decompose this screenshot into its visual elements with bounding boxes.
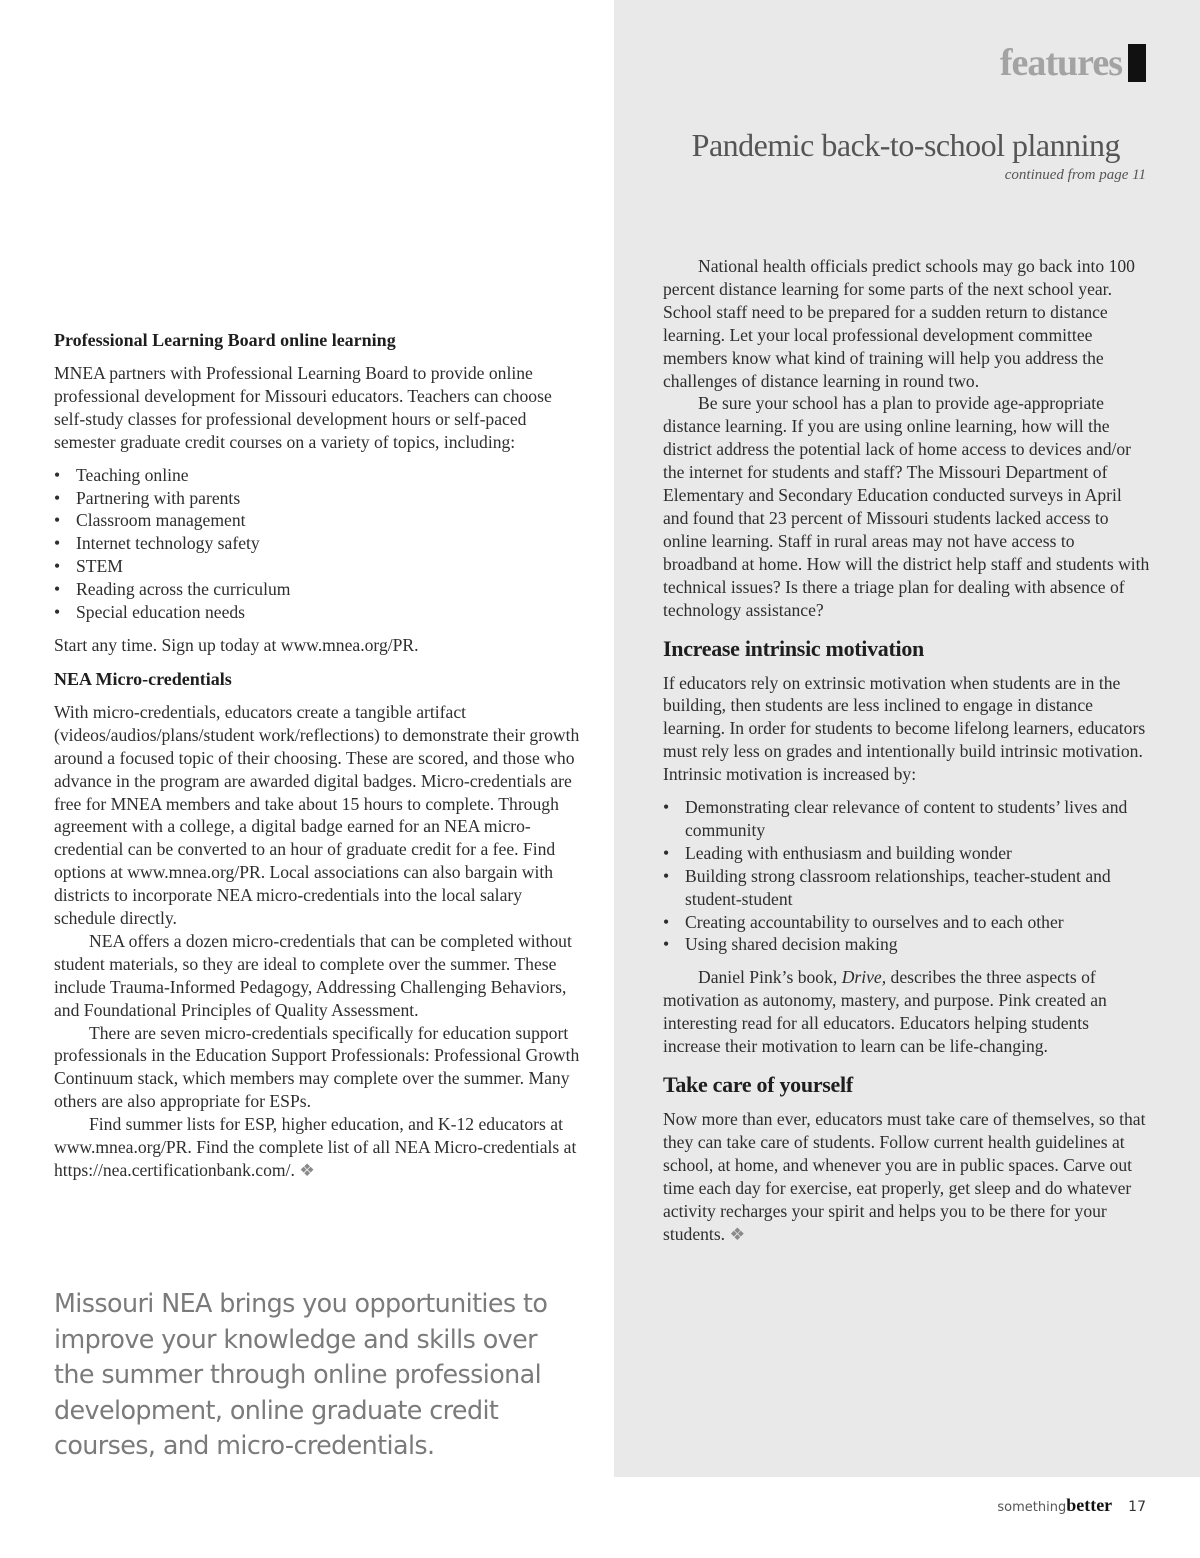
pink-paragraph: Daniel Pink’s book, Drive, describes the three aspects of motivation as autonomy, mastery, and purpose. Pink created an interesting read for all educators. Educators helping students increase their motivation to learn can be life-changing. (663, 967, 1107, 1057)
footer-brand-bold: better (1066, 1495, 1113, 1515)
self-care-paragraph: Now more than ever, educators must take care of themselves, so that they can take care of students. Follow current health guidelines at school, at home, and whenever you are in public spaces. Carve out time each day for exercise, eat properly, get sleep and do whatever activity recharges your spirit and helps you to be there for your students. ❖ (663, 1109, 1146, 1244)
distance-paragraph-1: National health officials predict schools may go back into 100 percent distance learning for some parts of the next school year. School staff need to be prepared for a sudden return to distance learning. Let your local professional development committee members know what kind of training will help you address the challenges of distance learning in round two. (663, 256, 1135, 391)
bullet-icon: • (663, 911, 670, 932)
footer-brand-light: something (997, 1500, 1067, 1515)
motivation-intro: If educators rely on extrinsic motivation when students are in the building, then students are less inclined to engage in distance learning. In order for students to become lifelong learners, educators must rely less on grades and intentionally build intrinsic motivation. Intrinsic motivation is increased by: (663, 672, 1146, 785)
right-column (663, 255, 1151, 1245)
page-number: 17 (1128, 1499, 1146, 1515)
list-item: • STEM (54, 556, 123, 577)
list-item: • Classroom management (54, 510, 246, 531)
list-item: • Teaching online (54, 464, 189, 485)
left-column (54, 329, 580, 1182)
bullet-icon: • (663, 797, 670, 818)
nea-paragraph-3: There are seven micro-credentials specifically for education support professionals in the Education Support Professionals: Professional Growth Continuum stack, which members may complete over the summer. Many others are also appropriate for ESPs. (54, 1022, 580, 1112)
book-title: Drive, (841, 967, 887, 988)
plb-topic-list (54, 464, 580, 624)
bullet-icon: • (663, 842, 670, 863)
self-care-heading: Take care of yourself (663, 1072, 853, 1097)
end-mark-icon: ❖ (729, 1223, 746, 1244)
list-item: • Creating accountability to ourselves and to each other (663, 911, 1064, 932)
bullet-icon: • (54, 533, 61, 554)
list-item: • Using shared decision making (663, 934, 898, 955)
list-item: • Special education needs (54, 602, 246, 623)
bullet-icon: • (663, 934, 670, 955)
list-item: • Leading with enthusiasm and building wonder (663, 842, 1012, 863)
distance-paragraph-2: Be sure your school has a plan to provide age-appropriate distance learning. If you are using online learning, how will the district address the potential lack of home access to devices and/or the internet for students and staff? The Missouri Department of Elementary and Secondary Education conducted surveys in April and found that 23 percent of Missouri students lacked access to online learning. Staff in rural areas may not have access to broadband at home. How will the district help staff and students with technical issues? Is there a triage plan for dealing with absence of technology assistance? (663, 393, 1150, 620)
motivation-heading: Increase intrinsic motivation (663, 635, 924, 661)
plb-heading: Professional Learning Board online learning (54, 330, 396, 350)
list-item: • Reading across the curriculum (54, 579, 291, 600)
nea-paragraph-4: Find summer lists for ESP, higher education, and K-12 educators at www.mnea.org/PR. Find the complete list of all NEA Micro-credentials at https://nea.certificationbank.com/. ❖ (54, 1114, 577, 1180)
section-marker-bar (1128, 44, 1146, 82)
section-label: features (999, 42, 1122, 84)
nea-paragraph-2: NEA offers a dozen micro-credentials that can be completed without student materials, so they are ideal to complete over the summer. These include Trauma-Informed Pedagogy, Addressing Challenging Behaviors, and Foundational Principles of Quality Assessment. (54, 930, 572, 1020)
page-footer (997, 1495, 1146, 1516)
end-mark-icon: ❖ (299, 1160, 316, 1180)
nea-paragraph-1: With micro-credentials, educators create a tangible artifact (videos/audios/plans/student work/reflections) to demonstrate their growth around a focused topic of their choosing. These are scored, and those who advance in the program are awarded digital badges. Micro-credentials are free for MNEA members and take about 15 hours to complete. Through agreement with a college, a digital badge earned for an NEA micro-credential can be converted to an hour of graduate credit for a fee. Find options at www.mnea.org/PR. Local associations can also bargain with districts to incorporate NEA micro-credentials into the local salary schedule directly. (54, 701, 580, 929)
list-item: • Building strong classroom relationships, teacher-student and student-student (663, 865, 1111, 909)
nea-heading: NEA Micro-credentials (54, 668, 232, 689)
list-item: • Internet technology safety (54, 533, 260, 554)
plb-intro: MNEA partners with Professional Learning Board to provide online professional development for Missouri educators. Teachers can choose self-study classes for professional development hours or self-paced semester graduate credit courses on a variety of topics, including: (54, 363, 552, 452)
bullet-icon: • (54, 510, 61, 531)
bullet-icon: • (54, 487, 61, 508)
motivation-list (663, 796, 1151, 956)
bullet-icon: • (54, 556, 61, 577)
bullet-icon: • (54, 602, 61, 623)
bullet-icon: • (663, 865, 670, 886)
bullet-icon: • (54, 464, 61, 485)
article-title: Pandemic back-to-school planning (691, 127, 1120, 163)
pull-quote: Missouri NEA brings you opportunities to improve your knowledge and skills over the summer through online professional development, online graduate credit courses, and micro-credentials. (54, 1288, 548, 1461)
continued-note: continued from page 11 (1004, 167, 1146, 183)
list-item: • Partnering with parents (54, 487, 241, 508)
plb-signup: Start any time. Sign up today at www.mnea.org/PR. (54, 634, 419, 655)
list-item: • Demonstrating clear relevance of content to students’ lives and community (663, 797, 1128, 840)
bullet-icon: • (54, 579, 61, 600)
